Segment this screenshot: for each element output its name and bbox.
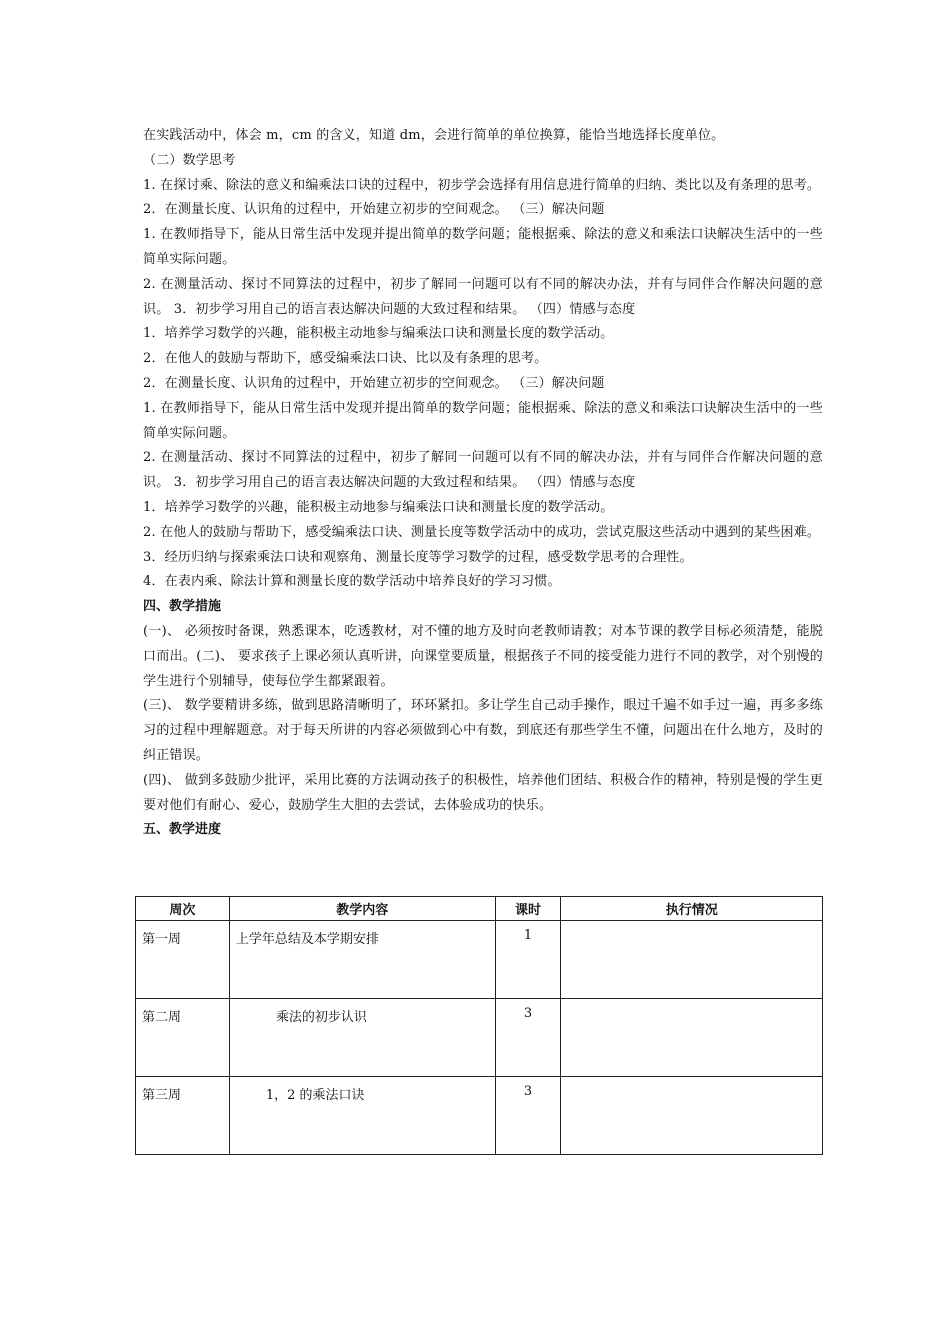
paragraph: 2．在测量长度、认识角的过程中，开始建立初步的空间观念。 （三）解决问题 [143, 202, 605, 218]
cell-status [561, 921, 823, 999]
cell-content: 上学年总结及本学期安排 [229, 921, 495, 999]
paragraph: (一)、 必须按时备课，熟悉课本，吃透教材，对不懂的地方及时向老教师请教；对本节课的教学目标必须清楚，能脱口而出。(二)、 要求孩子上课必须认真听讲，向课堂要质量，根据孩子不同的接受能力进行不同的教学，对个别慢的学生进行个别辅导，使每位学生都紧跟着。 [143, 623, 823, 689]
cell-hours: 3 [495, 999, 561, 1077]
header-content: 教学内容 [229, 897, 495, 921]
section-4-heading: 四、教学措施 [143, 599, 222, 615]
section-5-heading: 五、教学进度 [143, 822, 222, 838]
table-row [136, 1077, 823, 1155]
header-hours: 课时 [495, 897, 561, 921]
paragraph: 2．在测量长度、认识角的过程中，开始建立初步的空间观念。 （三）解决问题 [143, 375, 605, 391]
paragraph: 1. 在教师指导下，能从日常生活中发现并提出简单的数学问题；能根据乘、除法的意义和乘法口诀解决生活中的一些简单实际问题。 [143, 227, 823, 267]
paragraph: 2. 在测量活动、探讨不同算法的过程中，初步了解同一问题可以有不同的解决办法，并有与同伴合作解决问题的意识。 3．初步学习用自己的语言表达解决问题的大致过程和结果。 （四）情感与态度 [143, 276, 823, 317]
cell-status [561, 999, 823, 1077]
objectives-text [143, 124, 823, 595]
table-row [136, 999, 823, 1077]
document-body [143, 124, 823, 843]
paragraph: 2. 在他人的鼓励与帮助下，感受编乘法口诀、测量长度等数学活动中的成功，尝试克服这些活动中遇到的某些困难。 [143, 524, 821, 540]
paragraph: 在实践活动中，体会 m，cm 的含义，知道 dm，会进行简单的单位换算，能恰当地选择长度单位。 [143, 128, 725, 143]
table-header-row [136, 897, 823, 921]
paragraph: 1．培养学习数学的兴趣，能积极主动地参与编乘法口诀和测量长度的数学活动。 [143, 499, 614, 515]
header-status: 执行情况 [561, 897, 823, 921]
cell-week: 第一周 [136, 921, 230, 999]
table-row [136, 921, 823, 999]
cell-hours: 1 [495, 921, 561, 999]
paragraph: (三)、 数学要精讲多练，做到思路清晰明了，环环紧扣。多让学生自己动手操作，眼过千遍不如手过一遍，再多多练习的过程中理解题意。对于每天所讲的内容必须做到心中有数，到底还有那些学生不懂，问题出在什么地方，及时的纠正错误。 [143, 698, 823, 763]
cell-week: 第二周 [136, 999, 230, 1077]
paragraph: 2. 在测量活动、探讨不同算法的过程中，初步了解同一问题可以有不同的解决办法，并有与同伴合作解决问题的意识。 3．初步学习用自己的语言表达解决问题的大致过程和结果。 （四）情感与态度 [143, 450, 823, 491]
teaching-measures-text [143, 620, 823, 818]
cell-content: 1，2 的乘法口诀 [229, 1077, 495, 1155]
paragraph: 3．经历归纳与探索乘法口诀和观察角、测量长度等学习数学的过程，感受数学思考的合理性。 [143, 549, 693, 565]
header-week: 周次 [136, 897, 230, 921]
paragraph: 1. 在探讨乘、除法的意义和编乘法口诀的过程中，初步学会选择有用信息进行简单的归纳、类比以及有条理的思考。 [143, 177, 821, 193]
paragraph: 2．在他人的鼓励与帮助下，感受编乘法口诀、比以及有条理的思考。 [143, 351, 548, 367]
paragraph: （二）数学思考 [143, 152, 236, 168]
cell-status [561, 1077, 823, 1155]
cell-content: 乘法的初步认识 [229, 999, 495, 1077]
schedule-table [135, 896, 823, 1155]
cell-week: 第三周 [136, 1077, 230, 1155]
paragraph: (四)、 做到多鼓励少批评，采用比赛的方法调动孩子的积极性，培养他们团结、积极合作的精神，特别是慢的学生更要对他们有耐心、爱心，鼓励学生大胆的去尝试，去体验成功的快乐。 [143, 772, 823, 813]
cell-hours: 3 [495, 1077, 561, 1155]
paragraph: 1．培养学习数学的兴趣，能积极主动地参与编乘法口诀和测量长度的数学活动。 [143, 326, 614, 342]
paragraph: 4．在表内乘、除法计算和测量长度的数学活动中培养良好的学习习惯。 [143, 574, 561, 590]
paragraph: 1. 在教师指导下，能从日常生活中发现并提出简单的数学问题；能根据乘、除法的意义和乘法口诀解决生活中的一些简单实际问题。 [143, 400, 823, 441]
